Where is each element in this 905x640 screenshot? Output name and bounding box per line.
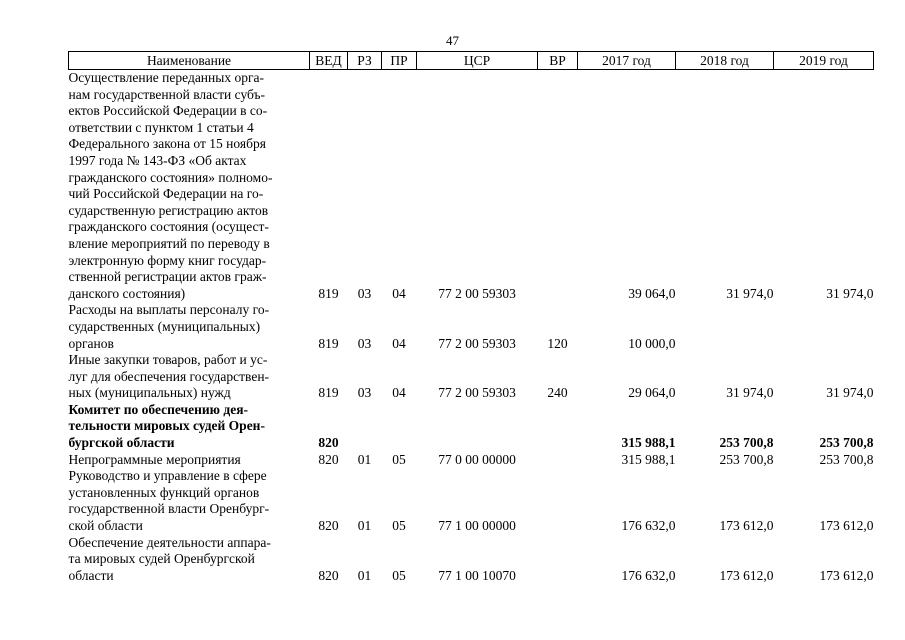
name-line: Комитет по обеспечению дея- — [68, 401, 248, 417]
name-line: чий Российской Федерации на го- — [68, 186, 264, 202]
header-vr: ВР — [538, 52, 578, 70]
name-line: Федерального закона от 15 ноября — [68, 136, 266, 152]
name-line: тельности мировых судей Орен- — [68, 418, 265, 434]
name-line: ской области — [68, 518, 143, 534]
cell-pr: 05 — [392, 451, 406, 467]
table-row — [69, 402, 874, 452]
name-line: ектов Российской Федерации в со- — [68, 103, 268, 119]
cell-csr: 77 1 00 10070 — [438, 567, 516, 583]
table-row — [69, 452, 874, 469]
cell-pr: 04 — [392, 385, 406, 401]
cell-ved: 820 — [318, 567, 339, 583]
cell-pr: 05 — [392, 518, 406, 534]
name-line: электронную форму книг государ- — [68, 252, 267, 268]
cell-rz: 03 — [357, 385, 372, 401]
cell-2018: 253 700,8 — [719, 451, 774, 467]
cell-2019: 31 974,0 — [826, 385, 874, 401]
name-line: нам государственной власти субъ- — [68, 86, 266, 102]
name-line: Руководство и управление в сфере — [68, 468, 267, 484]
header-2017: 2017 год — [578, 52, 676, 70]
cell-pr: 04 — [392, 335, 406, 351]
cell-rz: 01 — [357, 451, 372, 467]
name-line: луг для обеспечения государствен- — [68, 368, 270, 384]
cell-csr: 77 2 00 59303 — [438, 335, 516, 351]
cell-2017: 176 632,0 — [621, 518, 676, 534]
budget-table — [68, 51, 874, 584]
name-line: области — [68, 567, 114, 583]
cell-pr: 04 — [392, 285, 406, 301]
name-line: вление мероприятий по переводу в — [68, 235, 270, 251]
cell-2018: 31 974,0 — [726, 385, 774, 401]
cell-2017: 176 632,0 — [621, 567, 676, 583]
name-line: Обеспечение деятельности аппара- — [68, 534, 271, 550]
cell-2018 — [676, 302, 774, 352]
cell-csr: 77 2 00 59303 — [438, 385, 516, 401]
cell-2017: 39 064,0 — [628, 285, 676, 301]
table-row — [69, 302, 874, 352]
cell-2018: 173 612,0 — [719, 518, 774, 534]
name-line: органов — [68, 335, 114, 351]
cell-2017: 315 988,1 — [621, 451, 676, 467]
name-line: ных (муниципальных) нужд — [68, 385, 231, 401]
cell-ved: 820 — [318, 518, 339, 534]
cell-2017: 10 000,0 — [628, 335, 676, 351]
name-line: 1997 года № 143-ФЗ «Об актах — [68, 152, 247, 168]
cell-name — [69, 468, 310, 534]
cell-csr — [417, 402, 538, 452]
cell-pr: 05 — [392, 567, 406, 583]
cell-ved: 819 — [318, 385, 339, 401]
cell-ved: 819 — [318, 285, 339, 301]
header-ved: ВЕД — [310, 52, 348, 70]
cell-name — [69, 352, 310, 402]
cell-vr — [538, 402, 578, 452]
name-line: гражданского состояния» полномо- — [68, 169, 273, 185]
header-row — [69, 52, 874, 70]
cell-2019 — [774, 302, 874, 352]
cell-2019: 173 612,0 — [819, 567, 874, 583]
cell-vr — [538, 452, 578, 469]
cell-2019: 173 612,0 — [819, 518, 874, 534]
header-rz: РЗ — [348, 52, 382, 70]
cell-ved: 820 — [318, 435, 339, 451]
cell-2017: 315 988,1 — [621, 435, 676, 451]
cell-csr: 77 2 00 59303 — [438, 285, 516, 301]
name-line: Расходы на выплаты персоналу го- — [68, 302, 270, 318]
name-line: бургской области — [68, 435, 175, 451]
name-line: государственной власти Оренбург- — [68, 501, 270, 517]
cell-ved: 819 — [318, 335, 339, 351]
cell-2019: 31 974,0 — [826, 285, 874, 301]
header-2018: 2018 год — [676, 52, 774, 70]
cell-csr: 77 0 00 00000 — [438, 451, 516, 467]
name-line: гражданского состояния (осущест- — [68, 219, 269, 235]
header-name: Наименование — [69, 52, 310, 70]
cell-vr — [538, 70, 578, 303]
table-body — [69, 70, 874, 585]
cell-rz: 01 — [357, 567, 372, 583]
cell-name — [69, 452, 310, 469]
cell-pr — [382, 402, 417, 452]
name-line: Осуществление переданных орга- — [68, 70, 264, 85]
name-line: Непрограммные мероприятия — [68, 451, 241, 467]
name-line: сударственную регистрацию актов — [68, 202, 269, 218]
cell-rz: 01 — [357, 518, 372, 534]
cell-2018: 173 612,0 — [719, 567, 774, 583]
header-2019: 2019 год — [774, 52, 874, 70]
name-line: установленных функций органов — [68, 484, 260, 500]
cell-2018: 253 700,8 — [719, 435, 774, 451]
cell-rz — [348, 402, 382, 452]
name-line: Иные закупки товаров, работ и ус- — [68, 352, 268, 368]
cell-csr: 77 1 00 00000 — [438, 518, 516, 534]
page-number: 47 — [446, 33, 459, 48]
cell-vr: 240 — [547, 385, 568, 401]
cell-name — [69, 70, 310, 303]
name-line: та мировых судей Оренбургской — [68, 551, 255, 567]
cell-name — [69, 535, 310, 585]
cell-rz: 03 — [357, 285, 372, 301]
name-line: сударственных (муниципальных) — [68, 318, 261, 334]
name-line: ответствии с пунктом 1 статьи 4 — [68, 119, 254, 135]
name-line: ственной регистрации актов граж- — [68, 269, 267, 285]
cell-rz: 03 — [357, 335, 372, 351]
cell-2017: 29 064,0 — [628, 385, 676, 401]
table-row — [69, 70, 874, 303]
header-csr: ЦСР — [417, 52, 538, 70]
table-row — [69, 352, 874, 402]
cell-2019: 253 700,8 — [819, 451, 874, 467]
cell-ved: 820 — [318, 451, 339, 467]
cell-vr — [538, 535, 578, 585]
name-line: данского состояния) — [68, 285, 186, 301]
table-row — [69, 468, 874, 534]
cell-name — [69, 302, 310, 352]
table-row — [69, 535, 874, 585]
header-pr: ПР — [382, 52, 417, 70]
cell-2019: 253 700,8 — [819, 435, 874, 451]
cell-2018: 31 974,0 — [726, 285, 774, 301]
cell-name — [69, 402, 310, 452]
cell-vr — [538, 468, 578, 534]
cell-vr: 120 — [547, 335, 568, 351]
